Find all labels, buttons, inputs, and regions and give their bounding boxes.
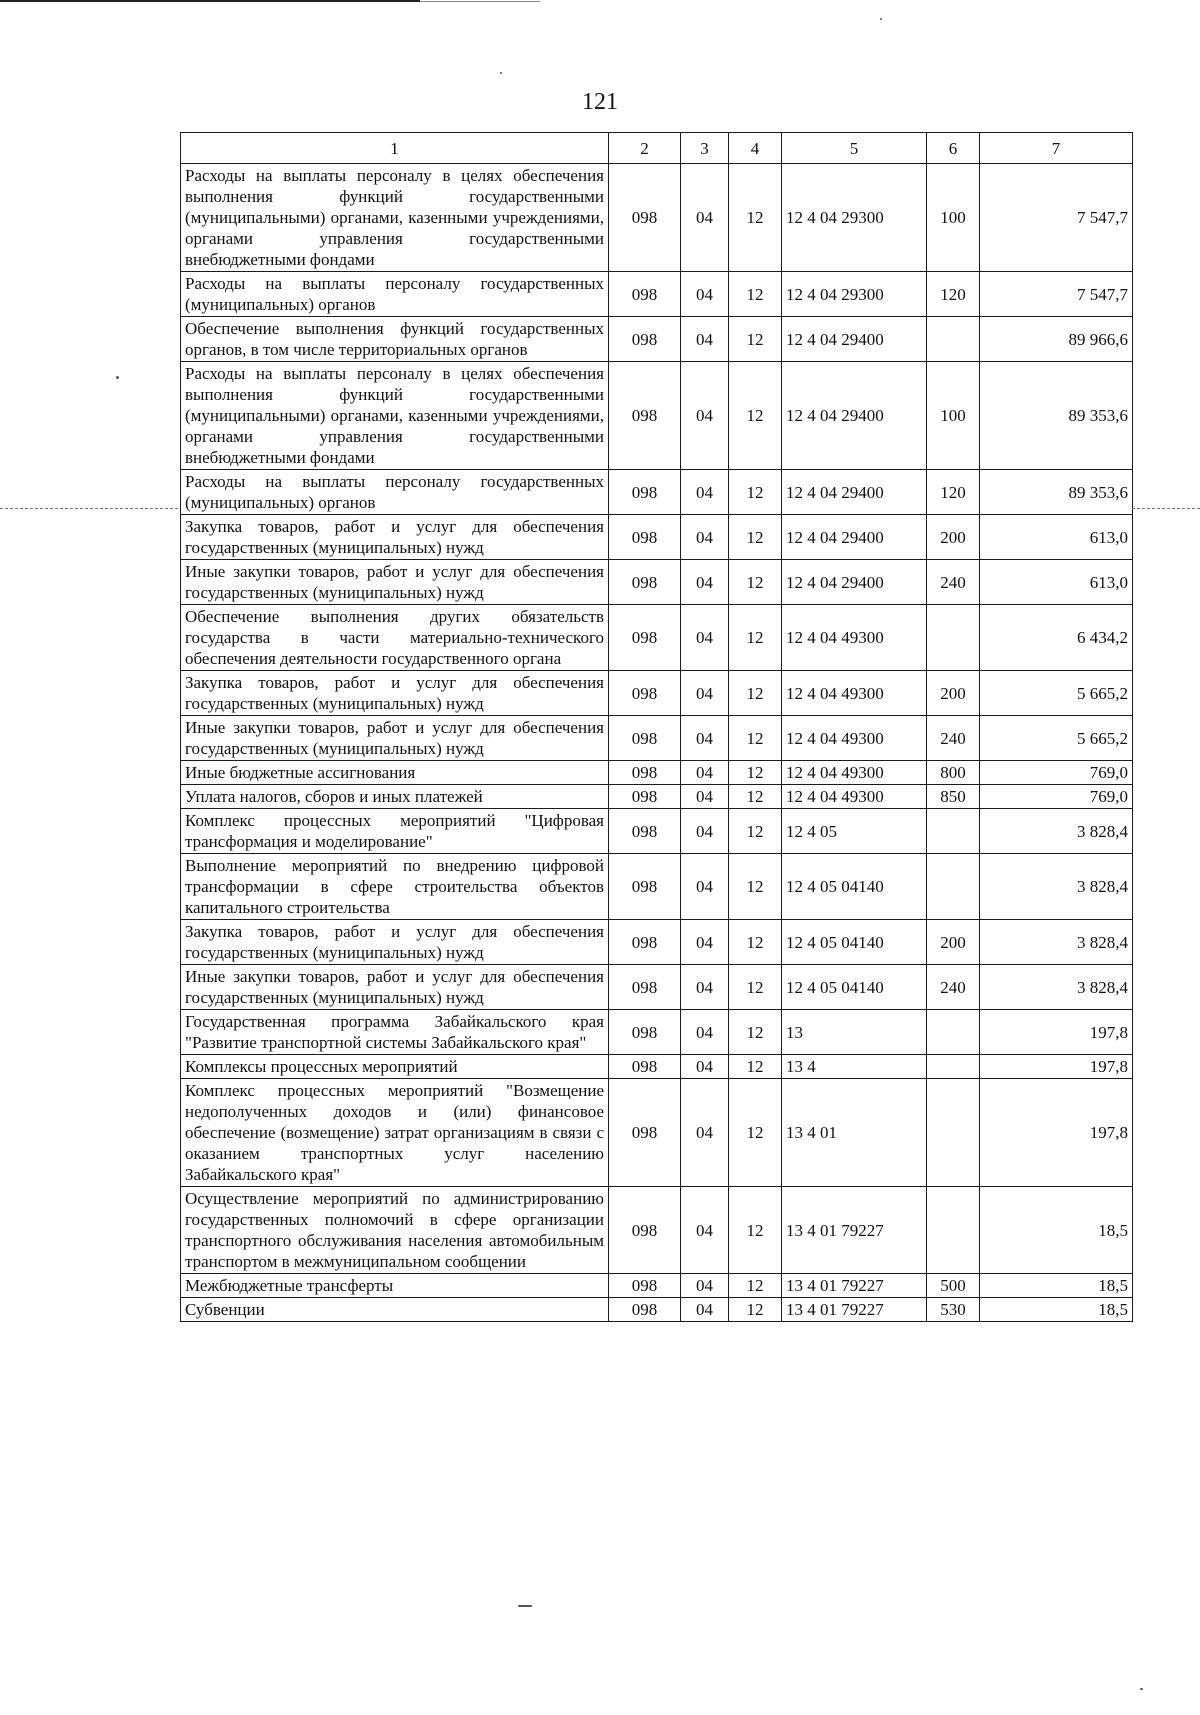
table-row: [181, 560, 1133, 605]
scan-fold-line: [0, 508, 178, 509]
cell-subsection: 12: [729, 1010, 782, 1055]
cell-expense-type: [927, 317, 980, 362]
cell-subsection: 12: [729, 272, 782, 317]
table-row: [181, 761, 1133, 785]
cell-target-article: 12 4 04 29400: [782, 515, 927, 560]
cell-target-article: 12 4 04 49300: [782, 785, 927, 809]
cell-ministry-code: 098: [609, 920, 681, 965]
cell-amount: 197,8: [980, 1010, 1133, 1055]
cell-expense-type: [927, 605, 980, 671]
row-description: Субвенции: [181, 1298, 609, 1322]
cell-expense-type: 200: [927, 920, 980, 965]
cell-section: 04: [681, 1010, 729, 1055]
cell-ministry-code: 098: [609, 809, 681, 854]
row-description: Государственная программа Забайкальского края "Развитие транспортной системы Забайкальского края": [181, 1010, 609, 1055]
cell-target-article: 13: [782, 1010, 927, 1055]
cell-ministry-code: 098: [609, 317, 681, 362]
cell-amount: 18,5: [980, 1298, 1133, 1322]
cell-expense-type: 240: [927, 716, 980, 761]
row-description: Иные закупки товаров, работ и услуг для обеспечения государственных (муниципальных) нужд: [181, 716, 609, 761]
cell-amount: 3 828,4: [980, 809, 1133, 854]
cell-expense-type: [927, 809, 980, 854]
cell-section: 04: [681, 164, 729, 272]
cell-subsection: 12: [729, 470, 782, 515]
cell-amount: 89 966,6: [980, 317, 1133, 362]
cell-subsection: 12: [729, 965, 782, 1010]
cell-amount: 7 547,7: [980, 272, 1133, 317]
cell-amount: 89 353,6: [980, 362, 1133, 470]
cell-subsection: 12: [729, 1274, 782, 1298]
row-description: Закупка товаров, работ и услуг для обеспечения государственных (муниципальных) нужд: [181, 671, 609, 716]
cell-ministry-code: 098: [609, 785, 681, 809]
scan-speck: [500, 72, 502, 74]
table-row: [181, 965, 1133, 1010]
cell-ministry-code: 098: [609, 362, 681, 470]
cell-ministry-code: 098: [609, 965, 681, 1010]
cell-subsection: 12: [729, 362, 782, 470]
cell-target-article: 12 4 05 04140: [782, 965, 927, 1010]
cell-target-article: 12 4 04 29400: [782, 317, 927, 362]
cell-amount: 769,0: [980, 761, 1133, 785]
cell-amount: 6 434,2: [980, 605, 1133, 671]
cell-ministry-code: 098: [609, 1187, 681, 1274]
cell-amount: 18,5: [980, 1187, 1133, 1274]
row-description: Расходы на выплаты персоналу в целях обеспечения выполнения функций государственными (муниципальными) органами, казенными учреждениями, органами управления государственными внебюджетными фондами: [181, 164, 609, 272]
cell-subsection: 12: [729, 515, 782, 560]
cell-expense-type: 530: [927, 1298, 980, 1322]
row-description: Обеспечение выполнения функций государственных органов, в том числе территориальных органов: [181, 317, 609, 362]
cell-expense-type: 120: [927, 470, 980, 515]
cell-target-article: 12 4 04 49300: [782, 605, 927, 671]
cell-target-article: 12 4 05: [782, 809, 927, 854]
row-description: Иные бюджетные ассигнования: [181, 761, 609, 785]
cell-section: 04: [681, 920, 729, 965]
scan-edge-line: [0, 0, 420, 2]
cell-ministry-code: 098: [609, 164, 681, 272]
cell-target-article: 12 4 04 49300: [782, 671, 927, 716]
table-row: [181, 164, 1133, 272]
cell-target-article: 13 4 01 79227: [782, 1274, 927, 1298]
table-row: [181, 605, 1133, 671]
cell-subsection: 12: [729, 1079, 782, 1187]
cell-ministry-code: 098: [609, 605, 681, 671]
cell-ministry-code: 098: [609, 1274, 681, 1298]
row-description: Расходы на выплаты персоналу в целях обеспечения выполнения функций государственными (муниципальными) органами, казенными учреждениями, органами управления государственными внебюджетными фондами: [181, 362, 609, 470]
cell-amount: 613,0: [980, 515, 1133, 560]
row-description: Уплата налогов, сборов и иных платежей: [181, 785, 609, 809]
row-description: Иные закупки товаров, работ и услуг для обеспечения государственных (муниципальных) нужд: [181, 965, 609, 1010]
cell-subsection: 12: [729, 605, 782, 671]
cell-ministry-code: 098: [609, 761, 681, 785]
cell-ministry-code: 098: [609, 1010, 681, 1055]
budget-table: [180, 132, 1133, 1322]
table-row: [181, 1298, 1133, 1322]
table-row: [181, 470, 1133, 515]
cell-ministry-code: 098: [609, 854, 681, 920]
table-row: [181, 1079, 1133, 1187]
cell-ministry-code: 098: [609, 515, 681, 560]
cell-subsection: 12: [729, 560, 782, 605]
cell-target-article: 13 4 01 79227: [782, 1298, 927, 1322]
cell-section: 04: [681, 809, 729, 854]
cell-section: 04: [681, 854, 729, 920]
cell-subsection: 12: [729, 854, 782, 920]
cell-amount: 613,0: [980, 560, 1133, 605]
cell-target-article: 13 4 01 79227: [782, 1187, 927, 1274]
cell-amount: 3 828,4: [980, 965, 1133, 1010]
row-description: Осуществление мероприятий по администрированию государственных полномочий в сфере организации транспортного обслуживания населения автомобильным транспортом в межмуниципальном сообщении: [181, 1187, 609, 1274]
column-header: 3: [681, 133, 729, 164]
table-row: [181, 1055, 1133, 1079]
cell-subsection: 12: [729, 164, 782, 272]
cell-section: 04: [681, 362, 729, 470]
cell-subsection: 12: [729, 671, 782, 716]
cell-ministry-code: 098: [609, 671, 681, 716]
scan-speck: [116, 376, 119, 379]
cell-target-article: 13 4: [782, 1055, 927, 1079]
scan-speck: [880, 18, 882, 20]
cell-target-article: 12 4 04 29400: [782, 362, 927, 470]
cell-expense-type: 240: [927, 965, 980, 1010]
cell-amount: 197,8: [980, 1055, 1133, 1079]
table-row: [181, 809, 1133, 854]
row-description: Межбюджетные трансферты: [181, 1274, 609, 1298]
cell-target-article: 12 4 04 29400: [782, 560, 927, 605]
cell-subsection: 12: [729, 809, 782, 854]
cell-subsection: 12: [729, 920, 782, 965]
cell-section: 04: [681, 470, 729, 515]
table-row: [181, 785, 1133, 809]
table-row: [181, 716, 1133, 761]
table-row: [181, 515, 1133, 560]
column-header: 6: [927, 133, 980, 164]
cell-section: 04: [681, 785, 729, 809]
cell-target-article: 12 4 04 29400: [782, 470, 927, 515]
cell-subsection: 12: [729, 317, 782, 362]
column-header: 7: [980, 133, 1133, 164]
column-header: 5: [782, 133, 927, 164]
cell-ministry-code: 098: [609, 1055, 681, 1079]
cell-expense-type: [927, 854, 980, 920]
cell-target-article: 12 4 05 04140: [782, 920, 927, 965]
cell-section: 04: [681, 1274, 729, 1298]
table-row: [181, 317, 1133, 362]
cell-ministry-code: 098: [609, 470, 681, 515]
scan-fold-line: [1132, 508, 1200, 509]
scan-edge-line: [420, 1, 540, 2]
cell-section: 04: [681, 965, 729, 1010]
cell-expense-type: 120: [927, 272, 980, 317]
page-number: 121: [582, 89, 618, 115]
cell-section: 04: [681, 560, 729, 605]
cell-expense-type: 100: [927, 362, 980, 470]
cell-expense-type: 100: [927, 164, 980, 272]
cell-section: 04: [681, 761, 729, 785]
cell-expense-type: 800: [927, 761, 980, 785]
row-description: Выполнение мероприятий по внедрению цифровой трансформации в сфере строительства объектов капитального строительства: [181, 854, 609, 920]
table-row: [181, 854, 1133, 920]
cell-section: 04: [681, 605, 729, 671]
row-description: Иные закупки товаров, работ и услуг для обеспечения государственных (муниципальных) нужд: [181, 560, 609, 605]
cell-target-article: 12 4 04 49300: [782, 761, 927, 785]
cell-expense-type: 240: [927, 560, 980, 605]
cell-ministry-code: 098: [609, 716, 681, 761]
cell-amount: 5 665,2: [980, 671, 1133, 716]
row-description: Комплекс процессных мероприятий "Цифровая трансформация и моделирование": [181, 809, 609, 854]
cell-amount: 89 353,6: [980, 470, 1133, 515]
cell-target-article: 12 4 05 04140: [782, 854, 927, 920]
cell-section: 04: [681, 671, 729, 716]
column-header: 4: [729, 133, 782, 164]
cell-section: 04: [681, 515, 729, 560]
cell-ministry-code: 098: [609, 560, 681, 605]
row-description: Комплекс процессных мероприятий "Возмещение недополученных доходов и (или) финансовое обеспечение (возмещение) затрат организациям в связи с оказанием транспортных услуг населению Забайкальского края": [181, 1079, 609, 1187]
scan-speck: [1140, 1688, 1143, 1690]
cell-expense-type: [927, 1010, 980, 1055]
column-header: 1: [181, 133, 609, 164]
table-header-row: [181, 133, 1133, 164]
cell-section: 04: [681, 317, 729, 362]
row-description: Закупка товаров, работ и услуг для обеспечения государственных (муниципальных) нужд: [181, 920, 609, 965]
cell-expense-type: [927, 1079, 980, 1187]
cell-ministry-code: 098: [609, 272, 681, 317]
table-row: [181, 362, 1133, 470]
table-row: [181, 1274, 1133, 1298]
cell-expense-type: 500: [927, 1274, 980, 1298]
table-row: [181, 671, 1133, 716]
cell-subsection: 12: [729, 785, 782, 809]
table-row: [181, 1187, 1133, 1274]
cell-target-article: 12 4 04 29300: [782, 164, 927, 272]
cell-amount: 7 547,7: [980, 164, 1133, 272]
cell-target-article: 12 4 04 29300: [782, 272, 927, 317]
cell-amount: 18,5: [980, 1274, 1133, 1298]
scan-speck: [518, 1605, 532, 1607]
cell-subsection: 12: [729, 716, 782, 761]
cell-subsection: 12: [729, 1187, 782, 1274]
cell-target-article: 12 4 04 49300: [782, 716, 927, 761]
row-description: Обеспечение выполнения других обязательств государства в части материально-технического обеспечения деятельности государственного органа: [181, 605, 609, 671]
table-row: [181, 272, 1133, 317]
cell-subsection: 12: [729, 1298, 782, 1322]
column-header: 2: [609, 133, 681, 164]
table-row: [181, 1010, 1133, 1055]
cell-amount: 3 828,4: [980, 854, 1133, 920]
cell-amount: 3 828,4: [980, 920, 1133, 965]
table-body: [181, 164, 1133, 1322]
cell-amount: 769,0: [980, 785, 1133, 809]
cell-section: 04: [681, 1055, 729, 1079]
cell-section: 04: [681, 272, 729, 317]
cell-section: 04: [681, 1079, 729, 1187]
row-description: Расходы на выплаты персоналу государственных (муниципальных) органов: [181, 272, 609, 317]
cell-ministry-code: 098: [609, 1079, 681, 1187]
table-row: [181, 920, 1133, 965]
cell-section: 04: [681, 1187, 729, 1274]
cell-subsection: 12: [729, 761, 782, 785]
row-description: Закупка товаров, работ и услуг для обеспечения государственных (муниципальных) нужд: [181, 515, 609, 560]
cell-amount: 5 665,2: [980, 716, 1133, 761]
cell-section: 04: [681, 1298, 729, 1322]
cell-target-article: 13 4 01: [782, 1079, 927, 1187]
cell-expense-type: 200: [927, 671, 980, 716]
cell-expense-type: [927, 1187, 980, 1274]
cell-amount: 197,8: [980, 1079, 1133, 1187]
cell-expense-type: 850: [927, 785, 980, 809]
cell-expense-type: [927, 1055, 980, 1079]
row-description: Расходы на выплаты персоналу государственных (муниципальных) органов: [181, 470, 609, 515]
cell-section: 04: [681, 716, 729, 761]
cell-expense-type: 200: [927, 515, 980, 560]
cell-ministry-code: 098: [609, 1298, 681, 1322]
row-description: Комплексы процессных мероприятий: [181, 1055, 609, 1079]
cell-subsection: 12: [729, 1055, 782, 1079]
